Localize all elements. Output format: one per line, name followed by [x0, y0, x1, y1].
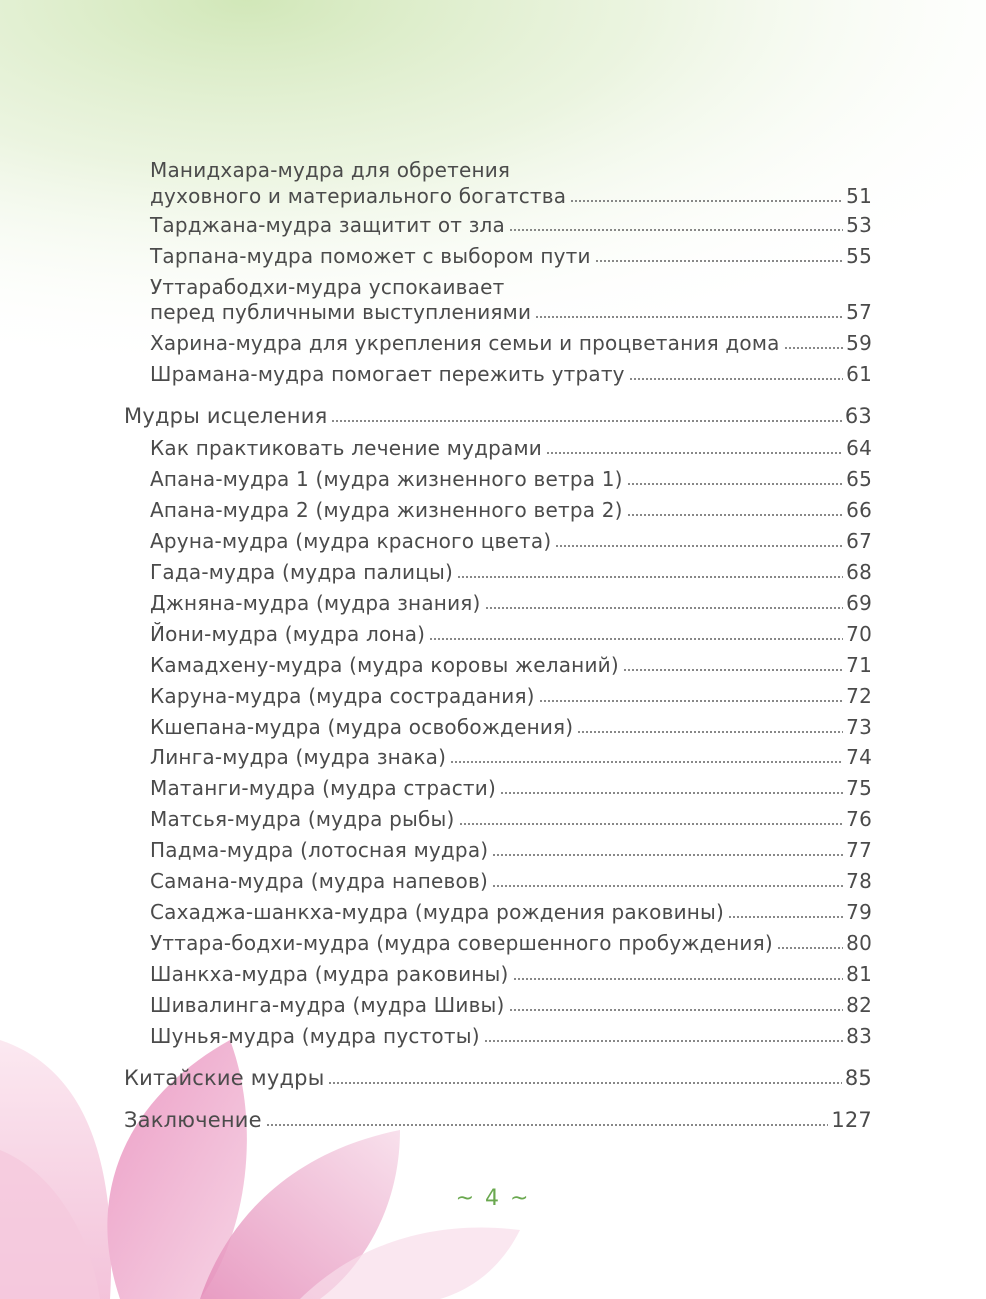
dot-leader [539, 700, 843, 702]
dot-leader [555, 545, 843, 547]
dot-leader [728, 916, 843, 918]
toc-entry[interactable] [150, 244, 872, 268]
toc-entry-line1: Манидхара-мудра для обретения [150, 158, 511, 182]
page-number: 4 [485, 1186, 501, 1211]
toc-entry[interactable] [150, 962, 872, 986]
toc-entry[interactable] [150, 931, 872, 955]
toc-entry[interactable] [150, 622, 872, 646]
toc-entry-title: Сахаджа-шанкха-мудра (мудра рождения раковины) [150, 900, 725, 924]
toc-entry[interactable] [150, 498, 872, 522]
toc-entry-title: Тарпана-мудра поможет с выбором пути [150, 244, 591, 268]
dot-leader [627, 514, 843, 516]
toc-entry[interactable] [150, 436, 872, 460]
toc-entry-title: Апана-мудра 1 (мудра жизненного ветра 1) [150, 467, 623, 491]
toc-page-number: 55 [846, 244, 872, 268]
toc-entry[interactable] [150, 684, 872, 708]
toc-entry[interactable] [150, 560, 872, 584]
toc-section-title: Китайские мудры [124, 1066, 325, 1090]
dot-leader [784, 347, 844, 349]
toc-section-title: Заключение [124, 1108, 262, 1132]
toc-page-number: 72 [846, 684, 872, 708]
dot-leader [627, 483, 843, 485]
toc-entry-line1: Уттарабодхи-мудра успокаивает [150, 275, 505, 299]
toc-section-title: Мудры исцеления [124, 404, 328, 428]
toc-entry-title: Уттара-бодхи-мудра (мудра совершенного пробуждения) [150, 931, 773, 955]
dot-leader [457, 576, 843, 578]
toc-entry-title: Самана-мудра (мудра напевов) [150, 869, 488, 893]
toc-page-number: 51 [846, 184, 872, 208]
toc-page-number: 65 [846, 467, 872, 491]
toc-entry-title: Каруна-мудра (мудра сострадания) [150, 684, 535, 708]
dot-leader [513, 978, 844, 980]
toc-entry-title: Как практиковать лечение мудрами [150, 436, 542, 460]
toc-entry-title: Падма-мудра (лотосная мудра) [150, 838, 489, 862]
toc-page-number: 68 [846, 560, 872, 584]
toc-entry-title: Аруна-мудра (мудра красного цвета) [150, 529, 552, 553]
toc-page-number: 81 [846, 962, 872, 986]
dot-leader [492, 885, 843, 887]
toc-entry[interactable] [150, 807, 872, 831]
dot-leader [484, 1040, 843, 1042]
toc-page-number: 66 [846, 498, 872, 522]
toc-page-number: 69 [846, 591, 872, 615]
toc-entry-title: Матсья-мудра (мудра рыбы) [150, 807, 455, 831]
dot-leader [500, 792, 843, 794]
folio-ornament-left: ~ [455, 1186, 476, 1211]
toc-page-number: 83 [846, 1024, 872, 1048]
toc-entry-title: перед публичными выступлениями [150, 300, 532, 324]
toc-page-number: 75 [846, 776, 872, 800]
toc-entry[interactable] [150, 362, 872, 386]
toc-entry[interactable] [150, 869, 872, 893]
toc-page-number: 76 [846, 807, 872, 831]
toc-entry[interactable] [150, 529, 872, 553]
toc-section-entry[interactable] [124, 1066, 872, 1090]
toc-section-entry[interactable] [124, 1108, 872, 1132]
toc-page-number: 63 [844, 404, 872, 428]
toc-section-entry[interactable] [124, 404, 872, 428]
dot-leader [546, 452, 843, 454]
toc-entry-title: Шрамана-мудра помогает пережить утрату [150, 362, 625, 386]
toc-entry[interactable] [150, 745, 872, 769]
dot-leader [595, 260, 843, 262]
toc-entry[interactable] [150, 1024, 872, 1048]
toc-entry-title: Линга-мудра (мудра знака) [150, 745, 447, 769]
toc-page-number: 74 [846, 745, 872, 769]
toc-entry-title: Шанкха-мудра (мудра раковины) [150, 962, 509, 986]
toc-page-number: 53 [846, 213, 872, 237]
dot-leader [485, 607, 844, 609]
toc-entry[interactable] [150, 467, 872, 491]
dot-leader [266, 1124, 829, 1126]
dot-leader [535, 316, 843, 318]
toc-entry[interactable] [150, 776, 872, 800]
toc-page-number: 59 [846, 331, 872, 355]
dot-leader [459, 823, 844, 825]
toc-page-number: 80 [846, 931, 872, 955]
dot-leader [623, 669, 843, 671]
folio-ornament-right: ~ [510, 1186, 531, 1211]
page-folio [0, 1186, 986, 1211]
dot-leader [629, 378, 843, 380]
toc-entry[interactable] [150, 653, 872, 677]
dot-leader [328, 1082, 841, 1084]
dot-leader [331, 420, 841, 422]
dot-leader [777, 947, 843, 949]
toc-page-number: 64 [846, 436, 872, 460]
toc-page-number: 78 [846, 869, 872, 893]
toc-entry[interactable] [150, 838, 872, 862]
toc-entry-title: Тарджана-мудра защитит от зла [150, 213, 505, 237]
toc-entry[interactable] [150, 993, 872, 1017]
toc-page-number: 57 [846, 300, 872, 324]
toc-entry[interactable] [150, 213, 872, 237]
toc-entry-title: Шивалинга-мудра (мудра Шивы) [150, 993, 505, 1017]
toc-entry[interactable] [150, 591, 872, 615]
toc-entry-title: Шунья-мудра (мудра пустоты) [150, 1024, 480, 1048]
toc-page-number: 61 [846, 362, 872, 386]
toc-entry-title: Гада-мудра (мудра палицы) [150, 560, 453, 584]
toc-page-number: 67 [846, 529, 872, 553]
dot-leader [492, 854, 843, 856]
toc-entry-title: Камадхену-мудра (мудра коровы желаний) [150, 653, 619, 677]
dot-leader [450, 761, 843, 763]
toc-entry-title: Кшепана-мудра (мудра освобождения) [150, 715, 574, 739]
toc-entry[interactable] [150, 715, 872, 739]
dot-leader [509, 1009, 844, 1011]
dot-leader [429, 638, 843, 640]
toc-entry-title: Харина-мудра для укрепления семьи и процветания дома [150, 331, 780, 355]
toc-page-number: 77 [846, 838, 872, 862]
toc-entry-title: Йони-мудра (мудра лона) [150, 622, 426, 646]
toc-page-number: 127 [831, 1108, 872, 1132]
toc-entry-title: Апана-мудра 2 (мудра жизненного ветра 2) [150, 498, 623, 522]
dot-leader [509, 229, 843, 231]
toc-entry[interactable] [150, 300, 872, 324]
toc-page-number: 85 [844, 1066, 872, 1090]
toc-page-number: 82 [846, 993, 872, 1017]
toc-entry[interactable] [150, 184, 872, 208]
toc-entry-title: Матанги-мудра (мудра страсти) [150, 776, 496, 800]
toc-entry[interactable] [150, 331, 872, 355]
toc-entry[interactable] [150, 900, 872, 924]
toc-page-number: 73 [846, 715, 872, 739]
dot-leader [577, 731, 843, 733]
toc-page-number: 79 [846, 900, 872, 924]
toc-entry-title: Джняна-мудра (мудра знания) [150, 591, 481, 615]
toc-entry-title: духовного и материального богатства [150, 184, 567, 208]
toc-page-number: 71 [846, 653, 872, 677]
dot-leader [570, 200, 843, 202]
toc-page-number: 70 [846, 622, 872, 646]
